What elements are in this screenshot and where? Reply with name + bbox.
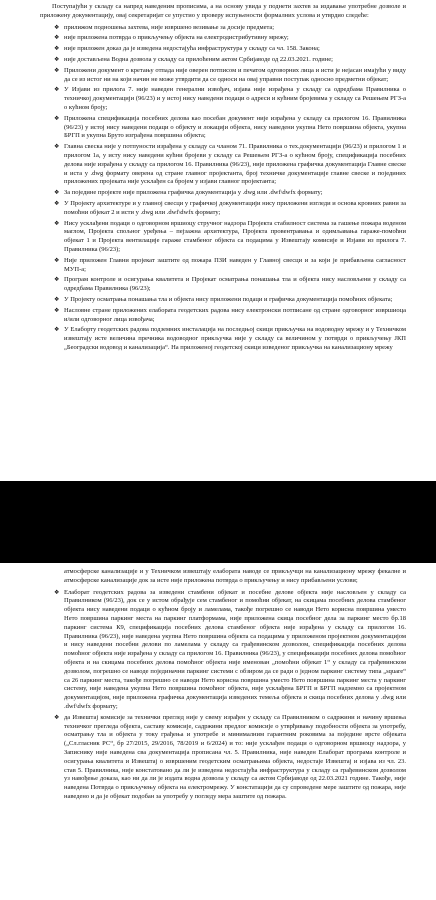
findings-list (40, 24, 406, 353)
list-item: ❖ Елаборат геодетских радова за изведени стамбени објекат и посебне делове објекта није насловљен у складу са Правилником (96/23), док се у истом обрађује сем стамбеног и помоћни објекат, на скицама посебних делова стамбеног објекта нису наведени подаци о кућном броју и ламелама, такође погрешно се наводи Нето корисна површина уместо Нето површина паркинг места на паркинг платформама, није приложена скица посебног дела за паркинг место бр.18 паркинг система К9, спецификација посебних делова стамбеног објекта није израђена у складу са прилогом 16. Правилника (96/23), није наведена укупна Нето површина објекта са подацима у приложеном пројектном документацијом и нису наведени посебни делови по ламелама у складу са грађевинском дозволом, спецификација посебних делова помоћног објекта није израђена у складу са прилогом 16. Правилника (96/23), у спецификацији посебних делова помоћног објекта и на скицама посебних делова помоћног објекта није именован „помоћни објекат 1“ у складу са грађевинском дозволом, погрешно се наводе појединачни паркинг системи с обзиром да се ради о једном паркинг систему типа „square“ са 26 паркинг места, такође погрешно се наводи Нето корисна површина уместо Нето површина паркинг места у паркинг систему, није наведена укупна Нето површина помоћног објекта, није усклађена БРГП и БРГП надземно са пројектном документацијом, није приложена графичка документација изведених темеља објекта и скица посебних делова у .dwg или .dwf\dwfx формату; (64, 589, 406, 712)
list-item: ❖ није приложен доказ да је изведена недостајућа инфраструктура у складу са чл. 158. Закона; (64, 45, 406, 54)
list-item: ❖ Приложени документ о кретању отпада није оверен потписом и печатом одговорних лица и исти је нејасан имајући у виду да се из истог ни на који начин не може утврдити да се односи на овај управни поступак односно предметни објекат; (64, 67, 406, 85)
list-item: ❖ Није приложен Главни пројекат заштите од пожара ПЗИ наведен у Главној свесци и за који је прибављена сагласност МУП-а; (64, 257, 406, 275)
list-item: ❖ Нису усклађени подаци о одговорном вршиоцу стручног надзора Пројекта стабилност система за гашење пожара воденом маглом, Пројекта спољног уређења – пејзажна архитектура, Пројекта провентравања и одимљавања гараже-помоћни објекат 1 и Пројекта вентилације гараже стамбеног објекта са подацима у Извештају комисије и Изјави из прилога 7. Правилника (96/23); (64, 220, 406, 255)
findings-list-continued (40, 589, 406, 802)
list-item: ❖ У Елаборту геодетских радова подземних инсталација на последњој скици прикључка на водоводну мрежу и у Техничком извештају исте величина пречника водоводног прикључка није у складу са величином у потврди о прикључењу ЈКП „Београдски водовод и канализација“. На приложеној геодетској скици изведеног прикључка на канализациону мрежу (64, 326, 406, 352)
list-item: ❖ Насловне стране приложених елабората геодетских радова нису електронски потписане од стране одговорног извршиоца и/или одговорног лица извођача; (64, 307, 406, 325)
list-item: ❖ За поједине пројекте није приложена графичка документација у .dwg или .dwf\dwfx формату; (64, 189, 406, 198)
list-item: ❖ У Пројекту осматрања понашања тла и објекта нису приложени подаци и графичка документација помоћних објеката; (64, 296, 406, 305)
document-page-bottom (0, 563, 436, 900)
list-item: ❖ У Изјави из прилога 7. није наведен генерални извођач, изјава није израђена у складу са одредбама Правилника о техничкој документацији (96/23) и у истој нису наведени подаци о адреси и кућним бројевима у складу са Решењем РГЗ-а о кућном броју; (64, 86, 406, 112)
intro-paragraph: Поступајући у складу са напред наведеним прописима, а на основу увида у поднети захтев за издавање употребне дозволе и приложену документацију, овај секретаријат се упустио у проверу испуњености формалних услова и утврдио следеће: (40, 3, 406, 19)
list-item: ❖ Приложена спецификација посебних делова као посебан документ није израђена у складу са прилогом 16. Правилника (96/23) у истој нису наведени подаци о објекту и локацији објекта, нису наведени укупна Нето површина објекта, укупна БРГП и укупна Бруто изграђена површина објекта; (64, 115, 406, 141)
list-item: ❖ није приложена потврда о прикључењу објекта на електродистрибутивну мрежу; (64, 34, 406, 43)
list-item: ❖ Програм контроле и осигурања квалитета и Пројекат осматрања понашања тла и објекта нису насловљени у складу са одредбама Правилника (96/23); (64, 276, 406, 294)
list-item: ❖ У Пројекту архитектуре и у главној свесци у графичкој документацији нису приложени изгледи и основа кровних равни за помоћни објекат 2 и исти у .dwg или .dwf\dwfx формату; (64, 200, 406, 218)
list-item: ❖ да Извештај комисије за технички преглед није у свему израђен у складу са Правилником о садржини и начину вршења техничког прегледа објекта, саставу комисије, садржини предлог комисије о утврђивању подобности објекта за употребу, осматрању тла и објекта у току грађења и употребе и минималним гарантним роковима за поједине врсте објеката („Сл.гласник РС“, бр 27/2015, 29/2016, 78/2019 и 6/2024) и то: није усклађен подаци о одговорном вршиоцу надзора, у Записнику није наведена сва документација прописана чл. 5. Правилника, није наведен Елаборат програма контроле и осигурања квалитета и Извештај о извршеним геодетским осматрањима објекта, недостаје Извештај и изјава из чл. 23. став 5. Правилника, није констатовано да ли је изведена недостајућа инфраструктура у складу са грађевинском дозволом уз навођење доказа, као ни да ли је издата водна дозвола у складу са актом Србијаводе од 22.03.2021 године. Такође, није наведена Потврда о прикључењу објекта на електромрежу. У констатацији да су спроведене мере заштите од пожара, није наведено и да је објекат подобан за употребу у погледу мера заштите од пожара. (64, 714, 406, 802)
list-item: ❖ прилижом подношења захтева, није извршено везивање за досије предмета; (64, 24, 406, 33)
list-item: ❖ Главна свеска није у потпуности израђена у складу са чланом 71. Правилника о тех.документацији (96/23) и прилогом 1 и прилогом 1а, у исту нису наведени кућни бројеви у складу са Решењем РГЗ-а о кућном броју, спецификација посебних делова није израђена у складу са прилогом 16. Правилника (96/23), није приложена графичка документација Главне свеске и иста у .dwg формату оверена од стране главног пројектанта, број техничке документације главне свеске и појединих приложених пројеката није усклађен са бројем у изјави главног пројектанта; (64, 143, 406, 187)
list-item: ❖ није достављена Водна дозвола у складу са прилоћеним актом Србијаводе од 22.03.2021. године; (64, 56, 406, 65)
continuation-paragraph: атмосферске канализације и у Техничком извештају елабората наводе се прикључци на канализациону мрежу фекалне и атмосферске канализације док за исте није приложена потврда о прикључењу и нису прибављени услови; (64, 568, 406, 584)
